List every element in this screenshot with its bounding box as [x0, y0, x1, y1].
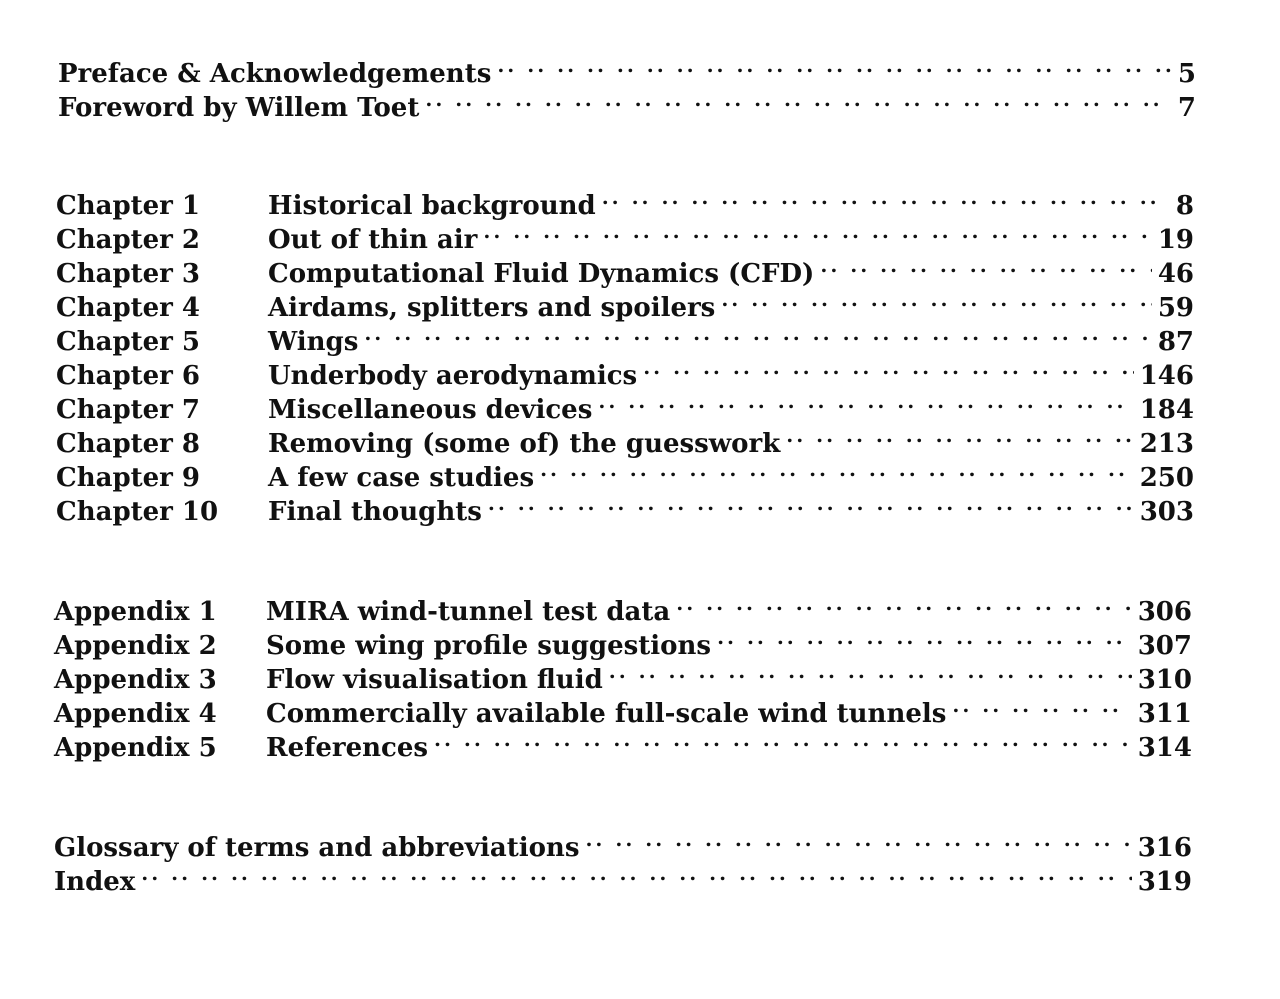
- entry-page-number: 5: [1177, 59, 1196, 89]
- entry-page-number: 213: [1139, 429, 1194, 459]
- toc-entry-chapter-10: [56, 486, 1194, 527]
- entry-title: Glossary of terms and abbreviations: [54, 833, 580, 863]
- entry-title: A few case studies: [268, 463, 535, 493]
- entry-title: Foreword by Willem Toet: [58, 93, 420, 123]
- toc-entry-appendix-5: [54, 722, 1192, 763]
- dot-leader: [488, 486, 1134, 520]
- toc-entry-chapter-8: [56, 418, 1194, 459]
- toc-entry-chapter-7: [56, 384, 1194, 425]
- dot-leader: [434, 722, 1132, 756]
- toc-entry-chapter-4: [56, 282, 1194, 323]
- entry-page-number: 314: [1137, 733, 1192, 763]
- appendix-label: Appendix 4: [54, 699, 217, 729]
- chapter-label: Chapter 1: [56, 191, 201, 221]
- entry-title: Miscellaneous devices: [268, 395, 593, 425]
- toc-entry-appendix-4: [54, 688, 1192, 729]
- entry-title: Final thoughts: [268, 497, 482, 527]
- chapter-label: Chapter 10: [56, 497, 219, 527]
- toc-entry-chapter-2: [56, 214, 1194, 255]
- dot-leader: [602, 180, 1170, 214]
- toc-entry-foreword: [58, 82, 1196, 123]
- chapter-label: Chapter 9: [56, 463, 201, 493]
- entry-title: Underbody aerodynamics: [268, 361, 638, 391]
- toc-entry-chapter-1: [56, 180, 1194, 221]
- toc-entry-appendix-1: [54, 586, 1192, 627]
- dot-leader: [483, 214, 1151, 248]
- entry-title: Flow visualisation fluid: [266, 665, 603, 695]
- dot-leader: [540, 452, 1134, 486]
- toc-entry-chapter-9: [56, 452, 1194, 493]
- appendix-label: Appendix 3: [54, 665, 217, 695]
- entry-page-number: 307: [1137, 631, 1192, 661]
- entry-page-number: 59: [1157, 293, 1194, 323]
- dot-leader: [643, 350, 1134, 384]
- dot-leader: [585, 822, 1131, 856]
- dot-leader: [364, 316, 1151, 350]
- chapter-label: Chapter 5: [56, 327, 201, 357]
- dot-leader: [676, 586, 1131, 620]
- dot-leader: [717, 620, 1132, 654]
- toc-entry-chapter-6: [56, 350, 1194, 391]
- entry-title: Commercially available full-scale wind tunnels: [266, 699, 947, 729]
- entry-title: Out of thin air: [268, 225, 478, 255]
- entry-title: Historical background: [268, 191, 596, 221]
- toc-entry-chapter-5: [56, 316, 1194, 357]
- chapter-label: Chapter 2: [56, 225, 201, 255]
- entry-page-number: 319: [1137, 867, 1192, 897]
- entry-title: MIRA wind-tunnel test data: [266, 597, 671, 627]
- entry-page-number: 146: [1139, 361, 1194, 391]
- entry-page-number: 87: [1157, 327, 1194, 357]
- entry-page-number: 46: [1157, 259, 1194, 289]
- chapter-label: Chapter 3: [56, 259, 201, 289]
- toc-entry-index: [54, 856, 1192, 897]
- dot-leader: [598, 384, 1133, 418]
- entry-page-number: 306: [1137, 597, 1192, 627]
- entry-title: Preface & Acknowledgements: [58, 59, 492, 89]
- toc-entry-chapter-3: [56, 248, 1194, 289]
- entry-title: Index: [54, 867, 136, 897]
- chapter-label: Chapter 6: [56, 361, 201, 391]
- toc-entry-preface: [58, 48, 1196, 89]
- entry-title: Removing (some of) the guesswork: [268, 429, 781, 459]
- dot-leader: [497, 48, 1172, 82]
- dot-leader: [141, 856, 1131, 890]
- entry-page-number: 303: [1139, 497, 1194, 527]
- entry-page-number: 7: [1177, 93, 1196, 123]
- dot-leader: [609, 654, 1132, 688]
- entry-page-number: 316: [1137, 833, 1192, 863]
- dot-leader: [425, 82, 1172, 116]
- chapter-label: Chapter 7: [56, 395, 201, 425]
- dot-leader: [721, 282, 1151, 316]
- appendix-label: Appendix 2: [54, 631, 217, 661]
- entry-title: Airdams, splitters and spoilers: [268, 293, 716, 323]
- chapter-label: Chapter 4: [56, 293, 201, 323]
- entry-title: Some wing profile suggestions: [266, 631, 712, 661]
- entry-page-number: 184: [1139, 395, 1194, 425]
- appendix-label: Appendix 1: [54, 597, 217, 627]
- chapter-label: Chapter 8: [56, 429, 201, 459]
- entry-title: Computational Fluid Dynamics (CFD): [268, 259, 815, 289]
- entry-page-number: 310: [1137, 665, 1192, 695]
- entry-page-number: 19: [1157, 225, 1194, 255]
- entry-title: References: [266, 733, 429, 763]
- dot-leader: [952, 688, 1131, 722]
- entry-page-number: 8: [1175, 191, 1194, 221]
- toc-entry-glossary: [54, 822, 1192, 863]
- toc-entry-appendix-3: [54, 654, 1192, 695]
- dot-leader: [786, 418, 1133, 452]
- entry-page-number: 250: [1139, 463, 1194, 493]
- appendix-label: Appendix 5: [54, 733, 217, 763]
- entry-title: Wings: [268, 327, 359, 357]
- entry-page-number: 311: [1137, 699, 1192, 729]
- dot-leader: [820, 248, 1151, 282]
- toc-entry-appendix-2: [54, 620, 1192, 661]
